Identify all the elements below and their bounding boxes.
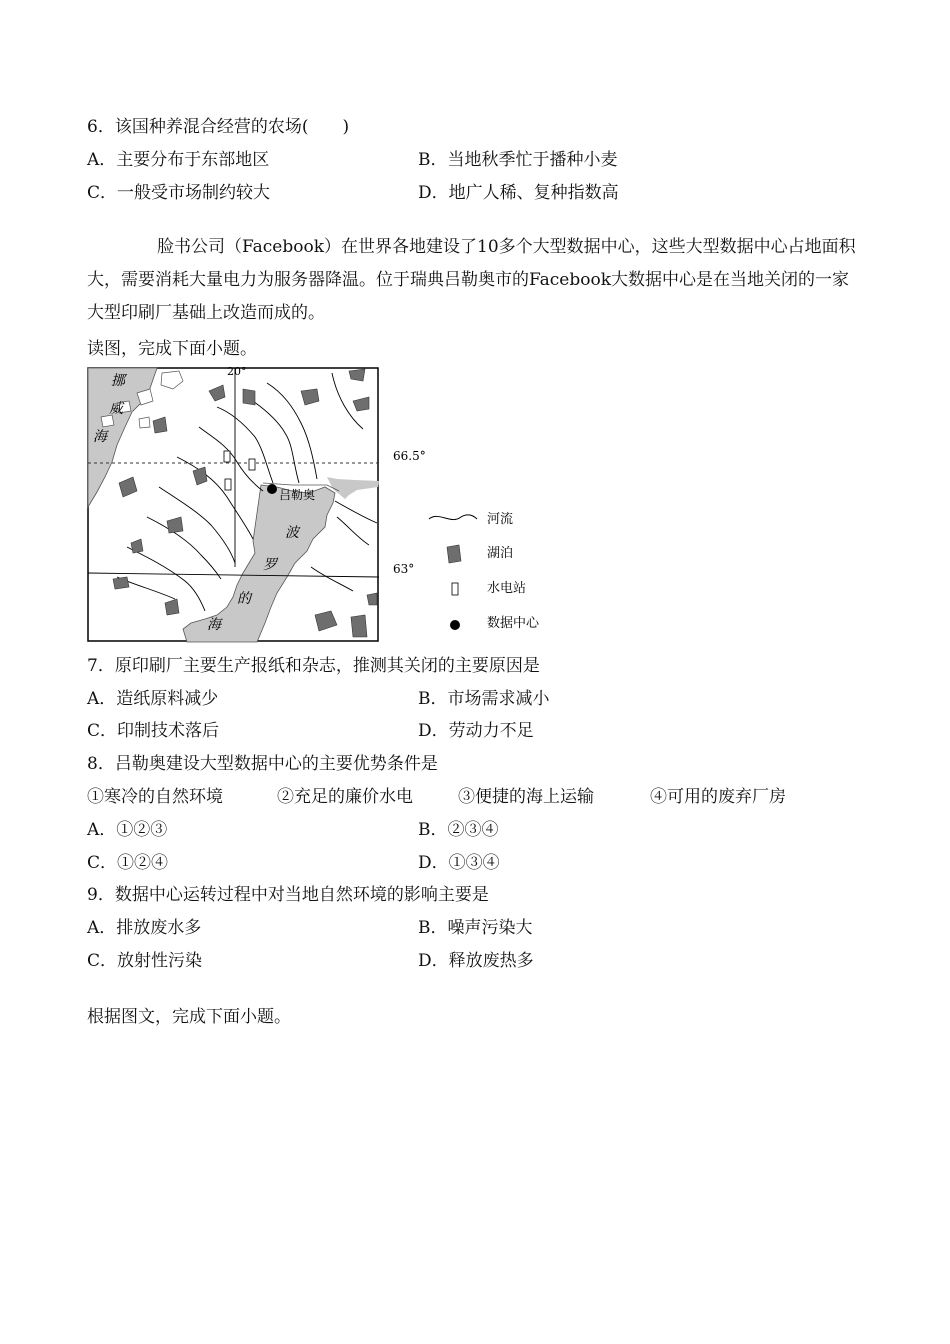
lake	[113, 577, 129, 589]
q8-option-d: D．①③④	[418, 853, 500, 873]
legend-datacenter-icon	[450, 620, 460, 630]
map-instruction: 读图，完成下面小题。	[87, 339, 257, 359]
baltic-sea-char: 海	[207, 617, 221, 633]
lake	[367, 593, 377, 605]
q8-condition-2: ②充足的廉价水电	[277, 787, 413, 807]
hydro-station	[224, 451, 230, 462]
lat-upper-label: 66.5°	[393, 449, 426, 463]
q7-option-a: A．造纸原料减少	[87, 689, 219, 709]
legend-river-label: 河流	[487, 512, 514, 527]
q8-option-c: C．①②④	[87, 853, 169, 873]
q8-condition-3: ③便捷的海上运输	[458, 787, 594, 807]
city-label: 吕勒奥	[279, 488, 316, 502]
lake	[243, 389, 255, 405]
lake	[349, 369, 365, 381]
norway-sea-char: 挪	[111, 373, 125, 389]
passage	[87, 231, 862, 330]
q7-option-b: B．市场需求减小	[418, 689, 550, 709]
baltic-sea-char: 波	[285, 525, 299, 541]
next-instruction: 根据图文，完成下面小题。	[87, 1007, 291, 1027]
q6-option-b: B．当地秋季忙于播种小麦	[418, 150, 618, 170]
norway-sea-char: 海	[93, 429, 107, 445]
legend-hydro-label: 水电站	[487, 581, 527, 596]
baltic-sea-char: 罗	[263, 557, 277, 573]
q6-stem: 6．该国种养混合经营的农场( )	[87, 117, 350, 137]
q6-option-c: C．一般受市场制约较大	[87, 183, 271, 203]
hydro-station	[249, 459, 255, 470]
passage-text: 脸书公司（Facebook）在世界各地建设了10多个大型数据中心，这些大型数据中心占地面积大，需要消耗大量电力为服务器降温。位于瑞典吕勒奥市的Facebook大数据中心是在当地关闭的一家大型印刷厂基础上改造而成的。	[87, 237, 856, 323]
q8-stem: 8．吕勒奥建设大型数据中心的主要优势条件是	[87, 754, 438, 774]
legend-river-icon	[429, 515, 477, 520]
q9-option-b: B．噪声污染大	[418, 918, 533, 938]
q7-option-c: C．印制技术落后	[87, 721, 220, 741]
q9-option-c: C．放射性污染	[87, 951, 203, 971]
q6-option-d: D．地广人稀、复种指数高	[418, 183, 619, 203]
island	[139, 417, 150, 428]
longitude-label: 20°	[227, 367, 247, 378]
lat-lower-label: 63°	[393, 562, 415, 576]
q8-condition-4: ④可用的废弃厂房	[650, 787, 786, 807]
legend-lake-label: 湖泊	[487, 546, 514, 561]
lake	[351, 615, 367, 637]
q9-option-a: A．排放废水多	[87, 918, 202, 938]
sweden-map-figure	[87, 367, 467, 645]
q6-option-a: A．主要分布于东部地区	[87, 150, 270, 170]
q7-stem: 7．原印刷厂主要生产报纸和杂志，推测其关闭的主要原因是	[87, 656, 540, 676]
data-center-marker	[267, 484, 277, 494]
q8-condition-1: ①寒冷的自然环境	[87, 787, 223, 807]
legend-lake-icon	[447, 545, 461, 563]
norway-sea-char: 威	[109, 401, 123, 417]
q9-stem: 9．数据中心运转过程中对当地自然环境的影响主要是	[87, 885, 489, 905]
legend-hydro-icon	[452, 583, 458, 595]
map-legend	[425, 505, 565, 645]
q8-option-b: B．②③④	[418, 820, 499, 840]
q8-option-a: A．①②③	[87, 820, 168, 840]
q7-option-d: D．劳动力不足	[418, 721, 534, 741]
baltic-sea-char: 的	[237, 591, 251, 607]
hydro-station	[225, 479, 231, 490]
q9-option-d: D．释放废热多	[418, 951, 534, 971]
legend-datacenter-label: 数据中心	[487, 616, 540, 631]
